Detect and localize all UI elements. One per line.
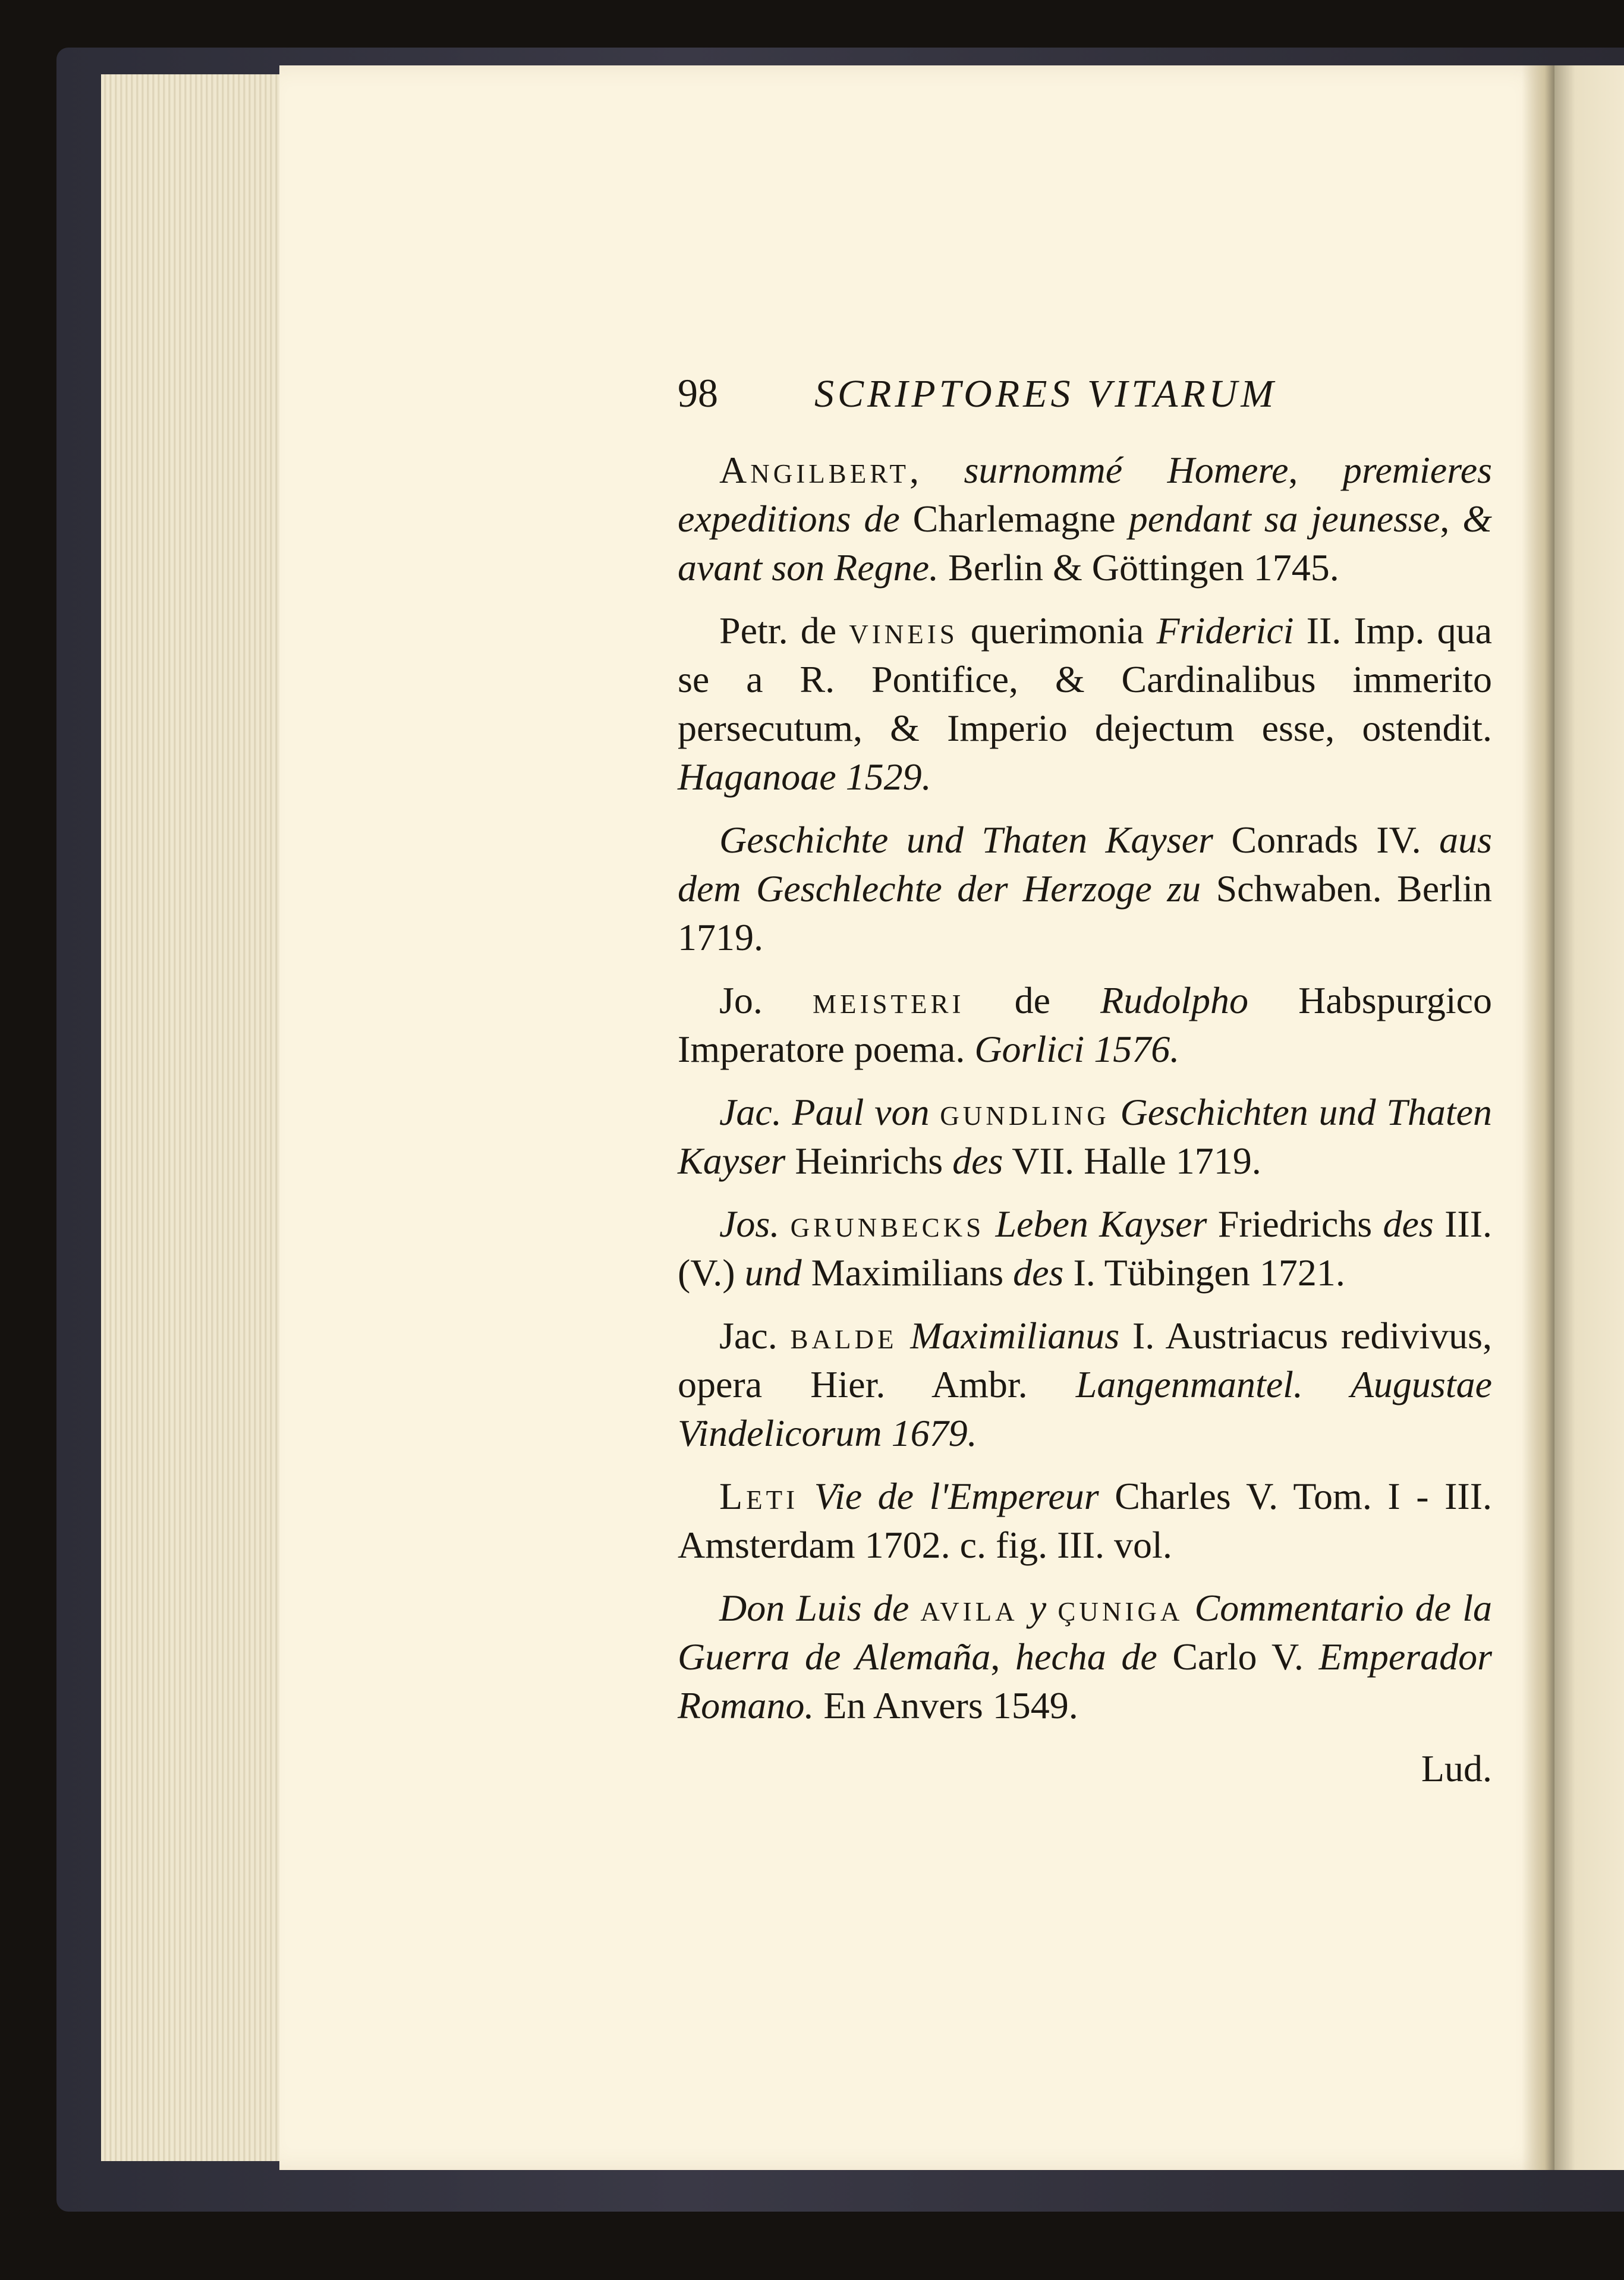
entry-text: Heinrichs	[785, 1140, 953, 1182]
entry-text: Carlo V.	[1157, 1636, 1319, 1678]
entry-text: Friedrichs	[1207, 1203, 1383, 1245]
entry-text: Friderici	[1156, 609, 1294, 652]
entry-text: Geschichte und Thaten Kayser	[719, 819, 1213, 861]
running-head	[678, 369, 1492, 428]
author-name: Angilbert	[719, 449, 909, 491]
entry-text	[779, 1203, 790, 1245]
bibliography-entry	[678, 816, 1492, 962]
entry-text	[1018, 1587, 1030, 1629]
bibliography-entry	[678, 1088, 1492, 1185]
entry-text: Jac.	[719, 1314, 791, 1357]
entry-text: En Anvers 1549.	[814, 1684, 1078, 1726]
entry-text: Petr. de	[719, 609, 849, 652]
entry-text: aus dem Geschlechte der Herzoge zu	[678, 819, 1492, 910]
page-edges	[101, 74, 291, 2161]
author-name: grunbecks	[790, 1203, 985, 1245]
entry-text: des	[952, 1140, 1003, 1182]
entry-text: des	[1013, 1251, 1064, 1294]
entry-text: Habspurgico Imperatore poema.	[678, 979, 1492, 1070]
bibliography-entry	[678, 1472, 1492, 1570]
entry-list	[678, 446, 1492, 1730]
entry-text: des	[1383, 1203, 1434, 1245]
entry-text: III. (V.)	[678, 1203, 1493, 1294]
catchword: Lud.	[1421, 1747, 1492, 1790]
entry-text: Conrads IV.	[1213, 819, 1440, 861]
facing-page-edge	[1554, 65, 1624, 2170]
entry-text	[1110, 1091, 1121, 1133]
entry-text: Maximilianus	[910, 1314, 1120, 1357]
entry-text: & avant son Regne.	[678, 498, 1492, 589]
bibliography-entry	[678, 1312, 1492, 1458]
author-name: çuniga	[1058, 1587, 1184, 1629]
entry-text: Charles V. Tom. I - III. Amsterdam 1702. c. fig. III. vol.	[678, 1475, 1493, 1566]
bibliography-entry	[678, 1200, 1492, 1297]
entry-text	[1183, 1587, 1194, 1629]
entry-text: Haganoae 1529.	[678, 756, 931, 798]
entry-text: und	[744, 1251, 802, 1294]
entry-text: Jac. Paul von	[719, 1091, 930, 1133]
running-head-title: SCRIPTORES VITARUM	[814, 372, 1277, 416]
entry-text	[930, 1091, 940, 1133]
bibliography-entry	[678, 446, 1492, 592]
entry-text: Gorlici 1576.	[974, 1028, 1180, 1070]
entry-text: Jo.	[719, 979, 813, 1021]
page-text	[678, 369, 1492, 1793]
entry-text: Jos.	[719, 1203, 780, 1245]
bibliography-entry	[678, 1584, 1492, 1730]
entry-text: Langenmantel. Augustae Vindelicorum 1679.	[678, 1363, 1493, 1454]
entry-text: Vie de l'Empereur	[814, 1475, 1099, 1517]
entry-text: Charlemagne	[899, 498, 1129, 540]
entry-text: I. Tübingen 1721.	[1063, 1251, 1345, 1294]
entry-text: Emperador Romano.	[678, 1636, 1493, 1726]
author-name: gundling	[940, 1091, 1110, 1133]
entry-text: hecha de	[1015, 1636, 1157, 1678]
entry-text: Schwaben. Berlin 1719.	[678, 867, 1493, 958]
entry-text: I. Austriacus redivivus, opera Hier. Ambr.	[678, 1314, 1493, 1405]
entry-text: Maximilians	[801, 1251, 1014, 1294]
entry-text: VII. Halle 1719.	[1003, 1140, 1261, 1182]
entry-text: ,	[1440, 498, 1463, 540]
entry-text: ,	[1288, 449, 1343, 491]
entry-text: surnommé Homere	[964, 449, 1289, 491]
bibliography-entry	[678, 976, 1492, 1074]
author-name: meisteri	[813, 979, 965, 1021]
entry-text	[897, 1314, 910, 1357]
entry-text: Leben Kayser	[995, 1203, 1207, 1245]
entry-text	[1046, 1587, 1058, 1629]
author-name: balde	[790, 1314, 898, 1357]
page-gutter	[1522, 65, 1554, 2170]
entry-text: querimonia	[958, 609, 1157, 652]
entry-text: Don Luis de	[719, 1587, 909, 1629]
entry-text: y	[1029, 1587, 1047, 1629]
entry-text	[984, 1203, 995, 1245]
entry-text: Commentario de la Guerra de Alemaña	[678, 1587, 1493, 1678]
entry-text: Berlin & Göttingen 1745.	[939, 546, 1339, 589]
entry-text: pendant sa jeunesse	[1128, 498, 1440, 540]
author-name: avila	[920, 1587, 1018, 1629]
page-number: 98	[678, 370, 718, 416]
entry-text: ,	[990, 1636, 1015, 1678]
entry-text: II. Imp. qua se a R. Pontifice, & Cardinalibus immerito persecutum, & Imperio dejectum esse, ostendit.	[678, 609, 1493, 749]
entry-text: Geschichten und Thaten Kayser	[678, 1091, 1493, 1182]
entry-text: premieres expeditions de	[678, 449, 1493, 540]
bibliography-entry	[678, 606, 1492, 801]
entry-text: Rudolpho	[1100, 979, 1249, 1021]
author-name: vineis	[849, 609, 958, 652]
entry-text	[909, 1587, 920, 1629]
entry-text: ,	[909, 449, 964, 491]
author-name: Leti	[719, 1475, 799, 1517]
entry-text: de	[964, 979, 1101, 1021]
entry-text	[798, 1475, 814, 1517]
